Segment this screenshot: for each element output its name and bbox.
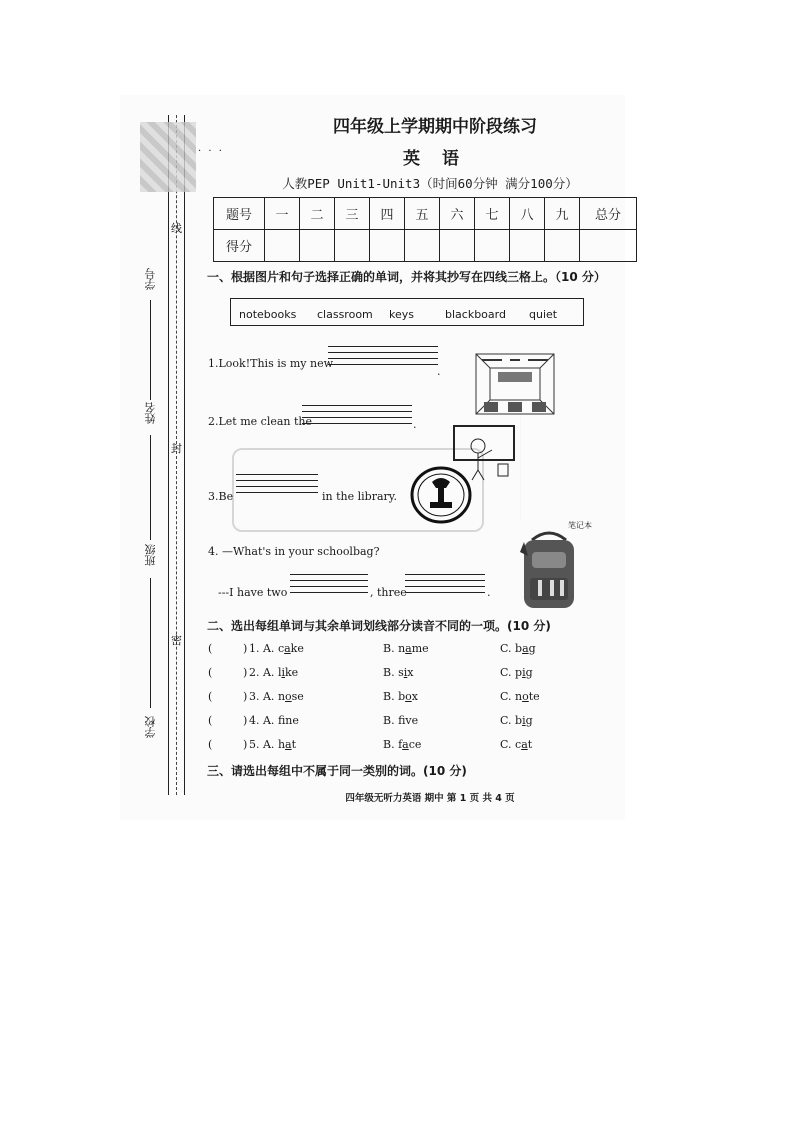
score-header-cell: 总分 xyxy=(580,198,637,230)
item-number: 4. A. xyxy=(249,714,275,727)
score-header-cell: 二 xyxy=(300,198,335,230)
option-underlined: i xyxy=(281,666,285,679)
score-header-cell: 题号 xyxy=(214,198,265,230)
section-3-title: 三、请选出每组中不属于同一类别的词。(10 分) xyxy=(207,764,467,778)
question-2-text: 2.Let me clean the xyxy=(208,415,313,428)
margin-label-school: 学校 xyxy=(144,716,157,738)
score-table-score-row xyxy=(214,230,637,262)
score-header-cell: 一 xyxy=(265,198,300,230)
question-4-answer-mid: , three xyxy=(370,586,407,599)
option-text: l xyxy=(277,666,282,679)
answer-lines-q3[interactable] xyxy=(236,474,318,498)
item-number: 1. A. xyxy=(249,642,275,655)
option-underlined: o xyxy=(405,690,412,703)
margin-label-class: 班级 xyxy=(144,544,157,566)
option-b xyxy=(383,642,429,655)
answer-paren-close[interactable]: ) xyxy=(243,642,248,655)
option-underlined: a xyxy=(522,642,529,655)
seal-char-seal: 封 xyxy=(171,442,182,455)
score-row-label: 得分 xyxy=(214,230,265,262)
option-text: g xyxy=(525,714,533,727)
word-bank-item: quiet xyxy=(529,308,558,321)
list-item xyxy=(249,666,298,679)
period: . xyxy=(487,586,491,599)
answer-lines-q4b[interactable] xyxy=(405,574,485,598)
list-item xyxy=(249,714,299,727)
margin-line xyxy=(184,115,185,795)
option-text: C. n xyxy=(500,690,523,703)
score-header-cell: 九 xyxy=(545,198,580,230)
option-underlined: a xyxy=(405,642,412,655)
exam-info: 人教PEP Unit1-Unit3（时间60分钟 满分100分） xyxy=(282,176,578,191)
answer-lines-q1[interactable] xyxy=(328,346,438,370)
answer-paren-open: ( xyxy=(208,642,213,655)
option-text: C. b xyxy=(500,642,523,655)
word-bank-box xyxy=(230,298,584,326)
word-bank-item: notebooks xyxy=(239,308,297,321)
question-3-text-end: in the library. xyxy=(322,490,398,503)
option-c xyxy=(500,642,536,655)
option-text: x xyxy=(411,690,418,703)
word-bank-item: blackboard xyxy=(445,308,506,321)
answer-paren-open: ( xyxy=(208,738,213,751)
score-cell[interactable] xyxy=(440,230,475,262)
option-text: h xyxy=(277,738,286,751)
option-text: ne xyxy=(285,714,299,727)
option-underlined: o xyxy=(285,690,292,703)
subject-title: 英 语 xyxy=(403,149,467,169)
option-c xyxy=(500,738,532,751)
score-cell[interactable] xyxy=(265,230,300,262)
option-underlined: a xyxy=(285,738,292,751)
margin-blank xyxy=(150,578,151,708)
option-c xyxy=(500,714,533,727)
option-underlined: a xyxy=(521,738,528,751)
schoolbag-picture xyxy=(514,522,584,612)
answer-paren-close[interactable]: ) xyxy=(243,738,248,751)
answer-paren-open: ( xyxy=(208,714,213,727)
margin-blank xyxy=(150,435,151,540)
classroom-picture xyxy=(470,350,560,420)
question-3-text-start: 3.Be xyxy=(208,490,234,503)
score-cell[interactable] xyxy=(545,230,580,262)
page-footer: 四年级无听力英语 期中 第 1 页 共 4 页 xyxy=(345,793,515,804)
answer-paren-open: ( xyxy=(208,690,213,703)
item-number: 2. A. xyxy=(249,666,275,679)
option-text: n xyxy=(277,690,286,703)
period: . xyxy=(437,365,441,378)
seal-char-secret: 密 xyxy=(171,634,182,647)
score-cell[interactable] xyxy=(405,230,440,262)
section-2-title: 二、选出每组单词与其余单词划线部分读音不同的一项。(10 分) xyxy=(207,619,551,633)
option-text: x xyxy=(407,666,414,679)
seal-char-line: 线 xyxy=(171,222,182,235)
option-text: me xyxy=(411,642,429,655)
option-underlined: o xyxy=(522,690,529,703)
option-text: C. p xyxy=(500,666,523,679)
word-bank-item: keys xyxy=(389,308,414,321)
answer-paren-open: ( xyxy=(208,666,213,679)
margin-label-student-id: 学号 xyxy=(144,268,157,290)
option-text: se xyxy=(291,690,304,703)
score-cell[interactable] xyxy=(300,230,335,262)
option-text: ve xyxy=(405,714,419,727)
option-underlined: i xyxy=(522,714,526,727)
option-text: c xyxy=(277,642,285,655)
redacted-blur xyxy=(140,122,196,192)
option-text: C. b xyxy=(500,714,523,727)
score-cell[interactable] xyxy=(580,230,637,262)
score-cell[interactable] xyxy=(370,230,405,262)
answer-lines-q2[interactable] xyxy=(302,405,412,429)
option-text: B. s xyxy=(383,666,404,679)
list-item xyxy=(249,642,304,655)
question-1-text: 1.Look!This is my new xyxy=(208,357,334,370)
option-text: C. c xyxy=(500,738,522,751)
option-underlined: i xyxy=(403,666,408,679)
list-item xyxy=(249,690,304,703)
question-4-question: 4. —What's in your schoolbag? xyxy=(208,545,380,558)
score-table xyxy=(213,197,637,262)
option-text: te xyxy=(528,690,540,703)
option-text: f xyxy=(277,714,286,727)
item-number: 5. A. xyxy=(249,738,275,751)
option-underlined: a xyxy=(402,738,409,751)
option-c xyxy=(500,690,540,703)
option-text: t xyxy=(527,738,533,751)
option-text: g xyxy=(525,666,533,679)
answer-lines-q4a[interactable] xyxy=(290,574,368,598)
margin-label-name: 姓名 xyxy=(144,402,157,424)
option-c xyxy=(500,666,533,679)
dots-decoration: · · · xyxy=(198,146,224,157)
option-text: B. f xyxy=(383,714,406,727)
score-cell[interactable] xyxy=(475,230,510,262)
option-text: B. f xyxy=(383,738,403,751)
answer-paren-close[interactable]: ) xyxy=(243,666,248,679)
option-text: ke xyxy=(290,642,304,655)
option-underlined: i xyxy=(522,666,526,679)
picture-label-notebook: 笔记本 xyxy=(568,521,592,530)
option-underlined: a xyxy=(284,642,291,655)
item-number: 3. A. xyxy=(249,690,275,703)
option-text: t xyxy=(291,738,297,751)
score-header-cell: 八 xyxy=(510,198,545,230)
option-b xyxy=(383,666,413,679)
option-b xyxy=(383,738,421,751)
list-item xyxy=(249,738,296,751)
margin-blank xyxy=(150,300,151,400)
score-cell[interactable] xyxy=(510,230,545,262)
period: . xyxy=(413,418,417,431)
score-header-cell: 六 xyxy=(440,198,475,230)
page-title: 四年级上学期期中阶段练习 xyxy=(333,117,537,137)
answer-paren-close[interactable]: ) xyxy=(243,690,248,703)
option-text: ke xyxy=(285,666,299,679)
score-header-cell: 五 xyxy=(405,198,440,230)
answer-paren-close[interactable]: ) xyxy=(243,714,248,727)
margin-line xyxy=(168,115,169,795)
score-header-cell: 七 xyxy=(475,198,510,230)
quiet-sign-picture xyxy=(410,466,472,524)
option-text: B. n xyxy=(383,642,406,655)
question-4-answer-start: ---I have two xyxy=(218,586,288,599)
score-header-cell: 四 xyxy=(370,198,405,230)
option-b xyxy=(383,714,418,727)
word-bank-item: classroom xyxy=(317,308,373,321)
score-table-header-row xyxy=(214,198,637,230)
option-text: ce xyxy=(408,738,422,751)
option-b xyxy=(383,690,418,703)
option-text: B. b xyxy=(383,690,406,703)
score-cell[interactable] xyxy=(335,230,370,262)
score-header-cell: 三 xyxy=(335,198,370,230)
option-text: g xyxy=(528,642,536,655)
section-1-title: 一、根据图片和句子选择正确的单词，并将其抄写在四线三格上。（10 分） xyxy=(207,270,606,284)
